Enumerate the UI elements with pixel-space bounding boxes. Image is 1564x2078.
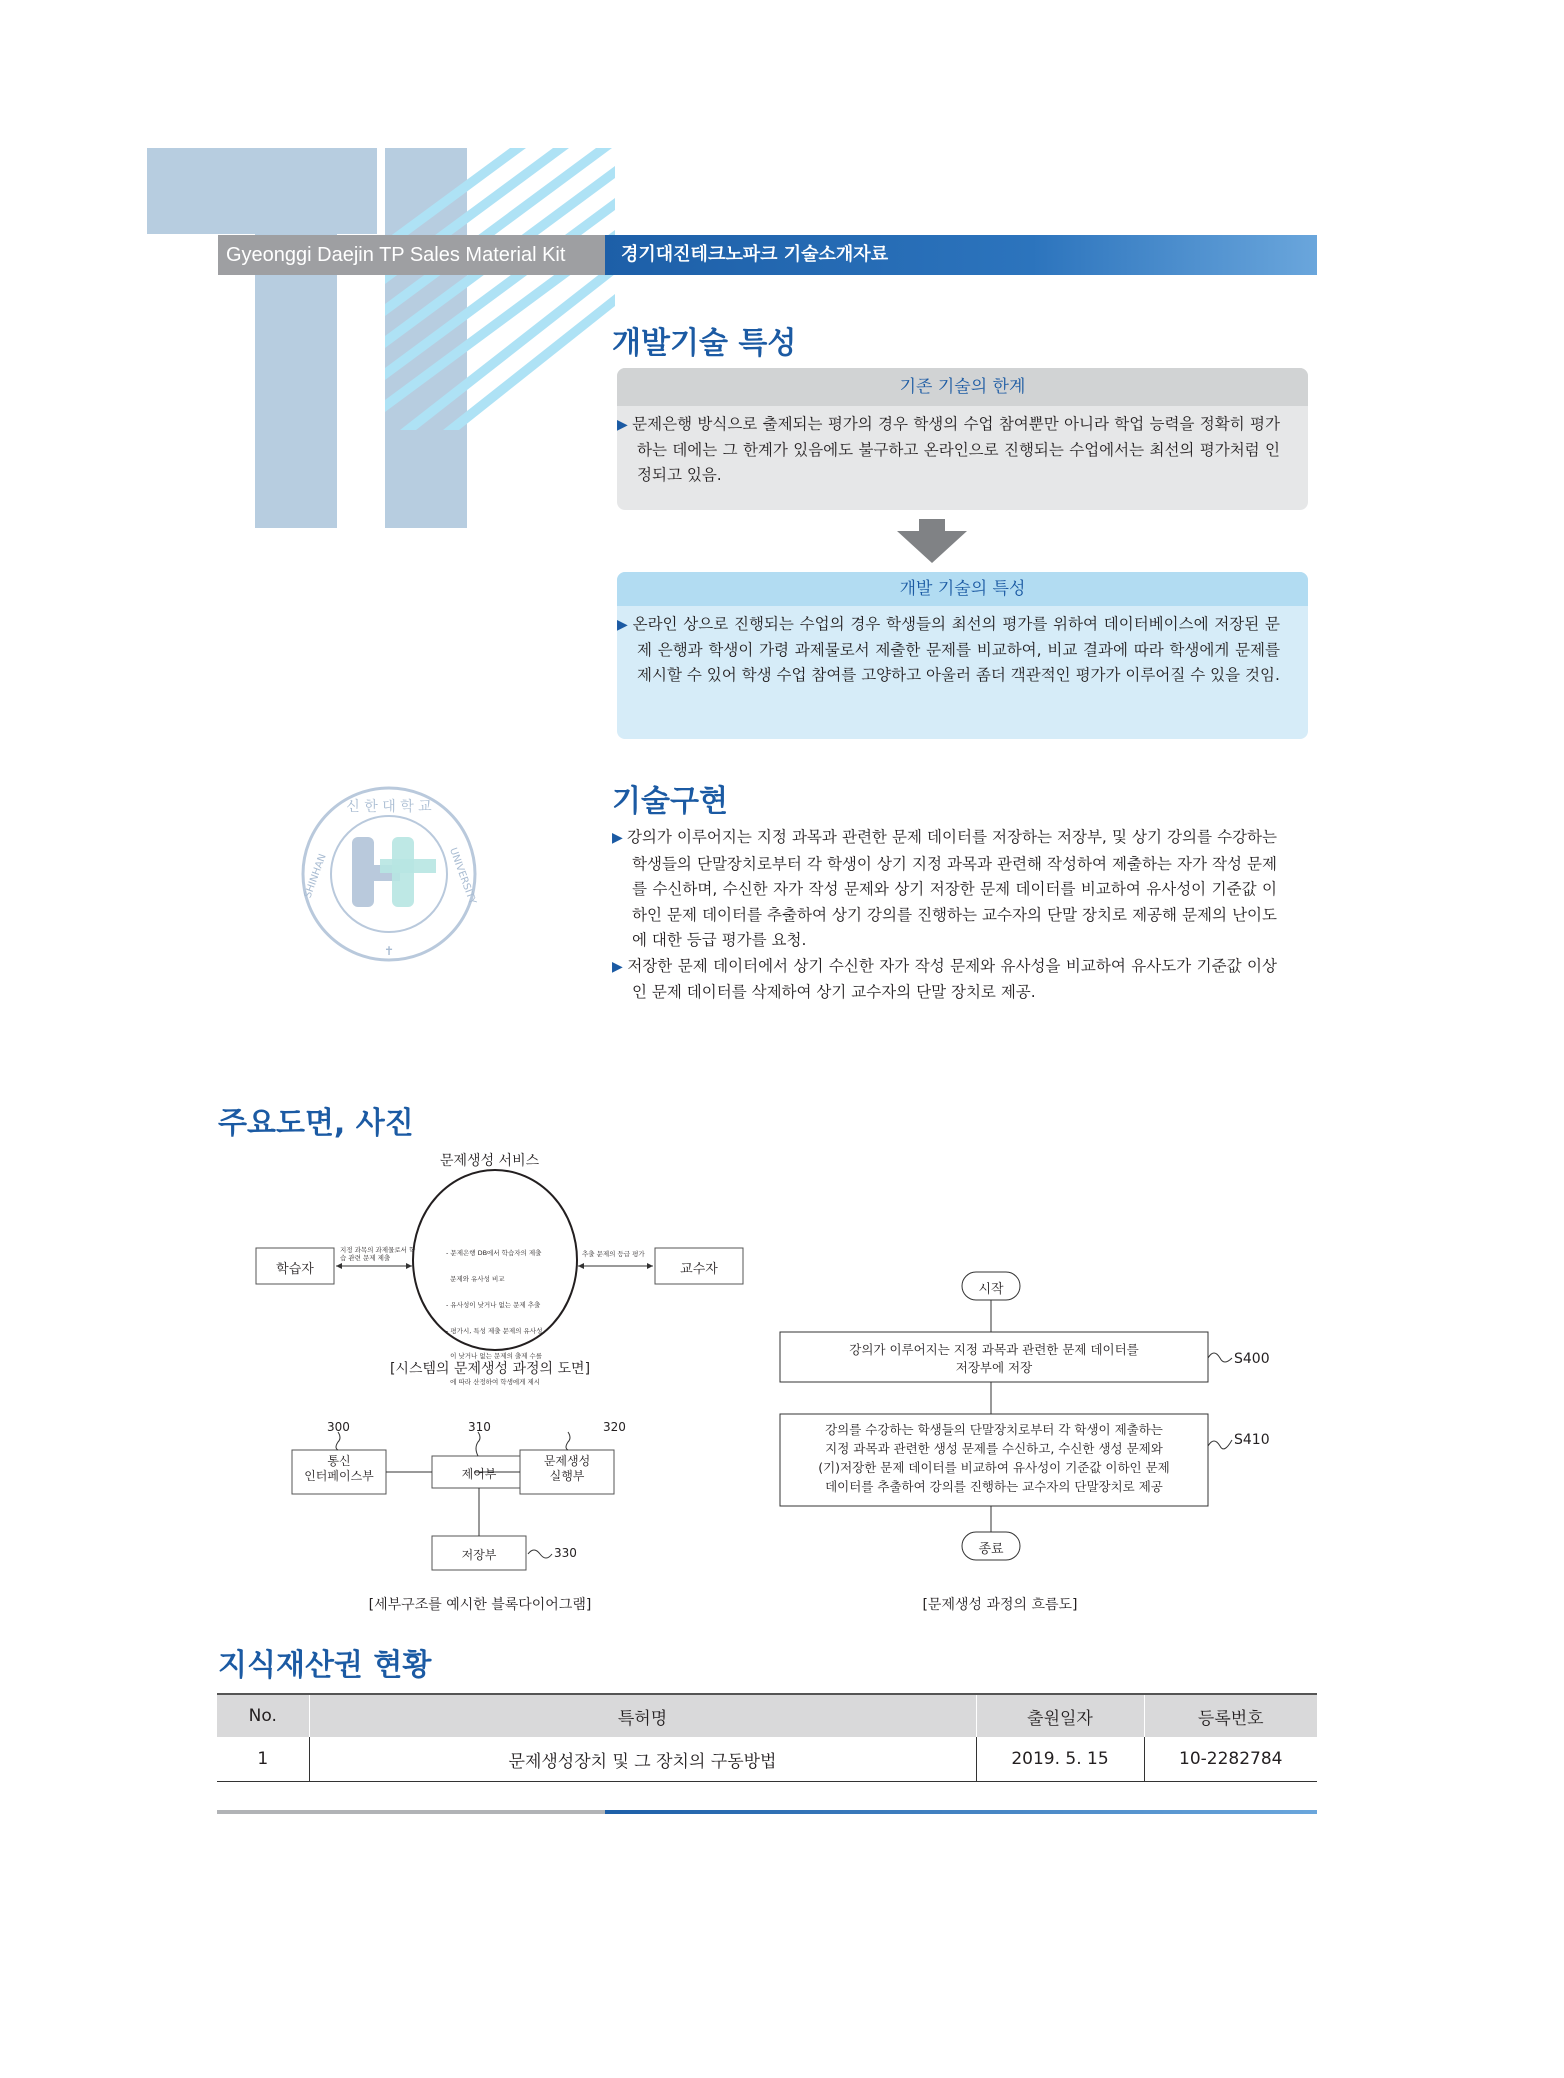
- ip-table: [217, 1695, 1317, 1782]
- bullet-triangle-icon: ▶: [617, 417, 629, 433]
- cell-patent-name: 문제생성장치 및 그 장치의 구동방법: [309, 1737, 976, 1782]
- implementation-item: ▶ 강의가 이루어지는 지정 과목과 관련한 문제 데이터를 저장하는 저장부, 및 상기 강의를 수강하는 학생들의 단말장치로부터 각 학생이 상기 지정 과목과 관련해 작성하여 제출하는 자가 작성 문제를 수신하며, 수신한 자가 작성 문제와 상기 저장한 문제 데이터를 비교하여 유사성이 기준값 이하인 문제 데이터를 추출하여 상기 강의를 진행하는 교수자의 단말 장치로 제공해 문제의 난이도에 대한 등급 평가를 요청.: [612, 828, 1277, 949]
- flow-start: 시작: [978, 1282, 1004, 1297]
- label-310: 310: [468, 1420, 491, 1434]
- table-header-row: [217, 1695, 1317, 1737]
- flow-s400-label: S400: [1234, 1351, 1270, 1367]
- limit-box-title: 기존 기술의 한계: [617, 368, 1308, 406]
- circle-text: - 문제은행 DB에서 학습자의 제출 문제와 유사성 비교 - 유사성이 낮거나 없는 문제 추출 - 평가시, 특성 제출 문제의 유사성 이 낮거나 없는 문제의 출제 수를 에 따라 산정하여 학생에게 제시: [446, 1249, 543, 1387]
- block-caption: [세부구조를 예시한 블록다이어그램]: [368, 1597, 592, 1613]
- flow-step-s410: 강의를 수강하는 학생들의 단말장치로부터 각 학생이 제출하는 지정 과목과 관련한 생성 문제를 수신하고, 수신한 생성 문제와 (기)저장한 문제 데이터를 비교하여 유사성이 기준값 이하인 문제 데이터를 추출하여 강의를 진행하는 교수자의 단말장치로 제공: [818, 1422, 1170, 1494]
- svg-text:✝: ✝: [383, 944, 395, 958]
- col-filing-date: 출원일자: [976, 1695, 1144, 1737]
- left-arrow-text: 지정 과목의 과제물로서 학습 관련 문제 제출: [340, 1246, 416, 1262]
- control-block: 제어부: [461, 1467, 497, 1481]
- col-reg-number: 등록번호: [1144, 1695, 1317, 1737]
- table-row: [217, 1737, 1317, 1782]
- implementation-item: ▶ 저장한 문제 데이터에서 상기 수신한 자가 작성 문제와 유사성을 비교하여 유사도가 기준값 이상인 문제 데이터를 삭제하여 상기 교수자의 단말 장치로 제공.: [612, 956, 1277, 1001]
- university-seal-logo: [300, 785, 478, 963]
- feature-text: 온라인 상으로 진행되는 수업의 경우 학생들의 최선의 평가를 위하여 데이터베이스에 저장된 문제 은행과 학생이 가령 과제물로서 제출한 문제를 비교하여, 비교 결과에 따라 학생에게 문제를 제시할 수 있어 학생 수업 참여를 고양하고 아울러 좀더 객관적인 평가가 이루어질 수 있을 것임.: [632, 615, 1280, 684]
- service-label: 문제생성 서비스: [440, 1153, 540, 1169]
- flow-caption: [문제생성 과정의 흐름도]: [922, 1597, 1078, 1613]
- flow-s410-label: S410: [1234, 1432, 1270, 1448]
- bullet-triangle-icon: ▶: [617, 617, 629, 633]
- seal-text-right: UNIVERSITY: [447, 846, 478, 906]
- label-330: 330: [554, 1546, 577, 1560]
- col-no: No.: [217, 1695, 309, 1737]
- cell-filing-date: 2019. 5. 15: [976, 1737, 1144, 1782]
- storage-block: 저장부: [461, 1548, 497, 1562]
- header-title: 경기대진테크노파크 기술소개자료: [605, 235, 1317, 275]
- comm-interface-block: 통신 인터페이스부: [304, 1454, 374, 1483]
- system-caption: [시스템의 문제생성 과정의 도면]: [389, 1361, 591, 1377]
- bottom-rule-gray: [217, 1810, 605, 1814]
- bottom-rule-blue: [605, 1810, 1317, 1814]
- implementation-list: [612, 825, 1277, 1006]
- seal-text-left: SHINHAN: [302, 852, 329, 900]
- feature-box: [617, 572, 1308, 739]
- cell-no: 1: [217, 1737, 309, 1782]
- bullet-triangle-icon: ▶: [612, 830, 623, 846]
- dev-features-title: 개발기술 특성: [612, 326, 797, 361]
- implementation-title: 기술구현: [612, 784, 728, 819]
- flow-end: 종료: [978, 1542, 1004, 1557]
- down-arrow-icon: [897, 519, 967, 565]
- label-320: 320: [603, 1420, 626, 1434]
- ip-table-wrap: [217, 1693, 1317, 1782]
- generation-block: 문제생성 실행부: [543, 1454, 591, 1483]
- figures-title: 주요도면, 사진: [218, 1106, 414, 1141]
- learner-box: 학습자: [276, 1262, 314, 1277]
- limit-text: 문제은행 방식으로 출제되는 평가의 경우 학생의 수업 참여뿐만 아니라 학업 능력을 정확히 평가하는 데에는 그 한계가 있음에도 불구하고 온라인으로 진행되는 수업에서는 최선의 평가처럼 인정되고 있음.: [632, 415, 1280, 484]
- col-patent-name: 특허명: [309, 1695, 976, 1737]
- header-kit-label: Gyeonggi Daejin TP Sales Material Kit: [218, 235, 605, 275]
- feature-box-title: 개발 기술의 특성: [617, 572, 1308, 606]
- cell-reg-number: 10-2282784: [1144, 1737, 1317, 1782]
- flow-step-s400: 강의가 이루어지는 지정 과목과 관련한 문제 데이터를 저장부에 저장: [849, 1342, 1139, 1375]
- right-arrow-text: 추출 문제의 등급 평가: [582, 1250, 645, 1258]
- bullet-triangle-icon: ▶: [612, 958, 624, 975]
- professor-box: 교수자: [680, 1262, 718, 1277]
- seal-text-top: 신 한 대 학 교: [346, 799, 432, 815]
- limit-box: [617, 368, 1308, 510]
- label-300: 300: [327, 1420, 350, 1434]
- ip-title: 지식재산권 현황: [218, 1648, 432, 1683]
